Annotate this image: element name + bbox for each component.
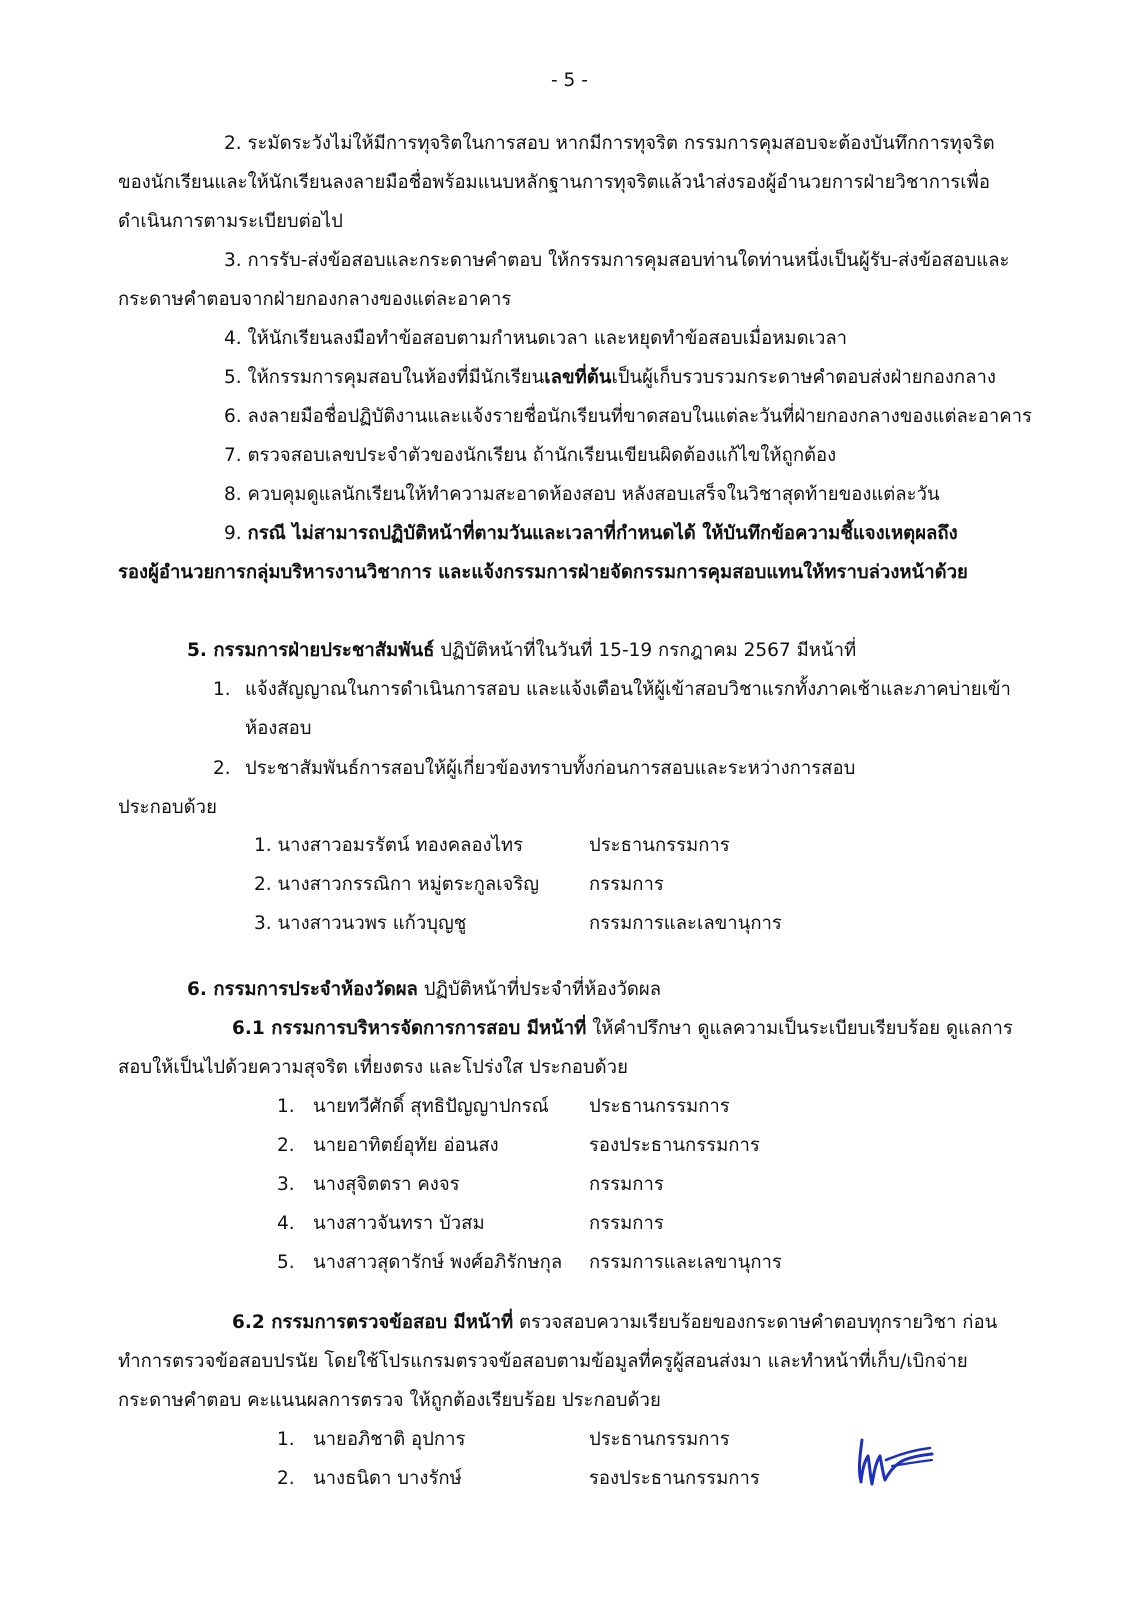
section-5-heading [187,638,856,664]
section-6-1-member-3-role: กรรมการ [589,1174,664,1195]
section-6-2-text-line1: ตรวจสอบความเรียบร้อยของกระดาษคำตอบทุกรายวิชา ก่อน [513,1312,998,1333]
page-number: - 5 - [551,70,588,91]
duty-item-2-line3: ดำเนินการตามระเบียบต่อไป [118,211,343,232]
duty-item-9-line2: รองผู้อำนวยการกลุ่มบริหารงานวิชาการ และแจ้งกรรมการฝ่ายจัดกรรมการคุมสอบแทนให้ทราบล่วงหน้าด้วย [118,562,968,583]
section-6-title: 6. กรรมการประจำห้องวัดผล [187,979,418,1000]
duty-item-2-line2: ของนักเรียนและให้นักเรียนลงลายมือชื่อพร้อมแนบหลักฐานการทุจริตแล้วนำส่งรองผู้อำนวยการฝ่ายวิชาการเพื่อ [118,172,990,193]
duty-item-5-text-a: 5. ให้กรรมการคุมสอบในห้องที่มีนักเรียน [224,367,545,388]
section-6-1-member-5-role: กรรมการและเลขานุการ [589,1252,782,1273]
section-6-2-member-1-role: ประธานกรรมการ [589,1429,730,1450]
section-6-1-text-line2: สอบให้เป็นไปด้วยความสุจริต เที่ยงตรง และโปร่งใส ประกอบด้วย [118,1057,628,1078]
duty-item-5-emphasis: เลขที่ต้น [544,367,612,388]
duty-item-5 [224,365,996,391]
duty-item-5-text-c: เป็นผู้เก็บรวบรวมกระดาษคำตอบส่งฝ่ายกองกลาง [611,367,996,388]
section-5-member-3-role: กรรมการและเลขานุการ [589,913,782,934]
section-5-title: 5. กรรมการฝ่ายประชาสัมพันธ์ [187,640,435,661]
section-6-1-member-3: 3. นางสุจิตตรา คงจร [277,1174,460,1195]
section-5-duty-2-number: 2. [213,758,231,779]
duty-item-7: 7. ตรวจสอบเลขประจำตัวของนักเรียน ถ้านักเรียนเขียนผิดต้องแก้ไขให้ถูกต้อง [224,445,837,466]
section-6-1-member-1-role: ประธานกรรมการ [589,1096,730,1117]
section-5-duty-1-line1: แจ้งสัญญาณในการดำเนินการสอบ และแจ้งเตือนให้ผู้เข้าสอบวิชาแรกทั้งภาคเช้าและภาคบ่ายเข้า [245,679,1011,700]
duty-item-9-line1 [224,521,958,547]
section-6-2-member-2: 2. นางธนิดา บางรักษ์ [277,1468,462,1489]
section-5-composed-of: ประกอบด้วย [118,797,217,818]
section-6-1-text-line1: ให้คำปรึกษา ดูแลความเป็นระเบียบเรียบร้อย ดูแลการ [586,1018,1013,1039]
section-6-1-member-1: 1. นายทวีศักดิ์ สุทธิปัญญาปกรณ์ [277,1096,549,1117]
section-5-duty-2-line1: ประชาสัมพันธ์การสอบให้ผู้เกี่ยวข้องทราบทั้งก่อนการสอบและระหว่างการสอบ [245,758,856,779]
section-5-member-2-role: กรรมการ [589,874,664,895]
section-6-2-text-line2: ทำการตรวจข้อสอบปรนัย โดยใช้โปรแกรมตรวจข้อสอบตามข้อมูลที่ครูผู้สอนส่งมา และทำหน้าที่เก็บ/เบิกจ่าย [118,1351,968,1372]
section-6-1-member-2: 2. นายอาทิตย์อุทัย อ่อนสง [277,1135,499,1156]
section-6-description: ปฏิบัติหน้าที่ประจำที่ห้องวัดผล [417,979,662,1000]
duty-item-9-text: กรณี ไม่สามารถปฏิบัติหน้าที่ตามวันและเวลาที่กำหนดได้ ให้บันทึกข้อความชี้แจงเหตุผลถึง [247,523,958,544]
duty-item-8: 8. ควบคุมดูแลนักเรียนให้ทำความสะอาดห้องสอบ หลังสอบเสร็จในวิชาสุดท้ายของแต่ละวัน [224,484,940,505]
section-6-2-member-2-role: รองประธานกรรมการ [589,1468,760,1489]
duty-item-3-line2: กระดาษคำตอบจากฝ่ายกองกลางของแต่ละอาคาร [118,289,512,310]
section-5-member-1-role: ประธานกรรมการ [589,835,730,856]
duty-item-4: 4. ให้นักเรียนลงมือทำข้อสอบตามกำหนดเวลา และหยุดทำข้อสอบเมื่อหมดเวลา [224,328,848,349]
section-6-2-heading [232,1310,997,1336]
section-6-1-member-2-role: รองประธานกรรมการ [589,1135,760,1156]
section-5-member-3-name: 3. นางสาวนวพร แก้วบุญชู [254,913,467,934]
section-6-1-title: 6.1 กรรมการบริหารจัดการการสอบ มีหน้าที่ [232,1018,587,1039]
section-5-member-2-name: 2. นางสาวกรรณิกา หมู่ตระกูลเจริญ [254,874,540,895]
section-5-member-1-name: 1. นางสาวอมรรัตน์ ทองคลองไทร [254,835,524,856]
section-6-1-member-4-role: กรรมการ [589,1213,664,1234]
section-5-schedule: ปฏิบัติหน้าที่ในวันที่ 15-19 กรกฎาคม 2567 มีหน้าที่ [434,640,857,661]
section-6-2-member-1: 1. นายอภิชาติ อุปการ [277,1429,466,1450]
duty-item-6: 6. ลงลายมือชื่อปฏิบัติงานและแจ้งรายชื่อนักเรียนที่ขาดสอบในแต่ละวันที่ฝ่ายกองกลางของแต่ละอาคาร [224,406,1032,427]
signature-mark [852,1420,942,1500]
section-6-1-heading [232,1016,1013,1042]
duty-item-2-line1: 2. ระมัดระวังไม่ให้มีการทุจริตในการสอบ หากมีการทุจริต กรรมการคุมสอบจะต้องบันทึกการทุจริต [224,133,995,154]
section-6-1-member-5: 5. นางสาวสุดารักษ์ พงศ์อภิรักษกุล [277,1252,563,1273]
duty-item-3-line1: 3. การรับ-ส่งข้อสอบและกระดาษคำตอบ ให้กรรมการคุมสอบท่านใดท่านหนึ่งเป็นผู้รับ-ส่งข้อสอบและ [224,250,1010,271]
section-6-heading [187,977,661,1003]
section-6-1-member-4: 4. นางสาวจันทรา บัวสม [277,1213,485,1234]
section-5-duty-1-line2: ห้องสอบ [245,718,312,739]
section-6-2-text-line3: กระดาษคำตอบ คะแนนผลการตรวจ ให้ถูกต้องเรียบร้อย ประกอบด้วย [118,1390,661,1411]
section-6-2-title: 6.2 กรรมการตรวจข้อสอบ มีหน้าที่ [232,1312,514,1333]
duty-item-9-number: 9. [224,523,248,544]
section-5-duty-1-number: 1. [213,679,231,700]
